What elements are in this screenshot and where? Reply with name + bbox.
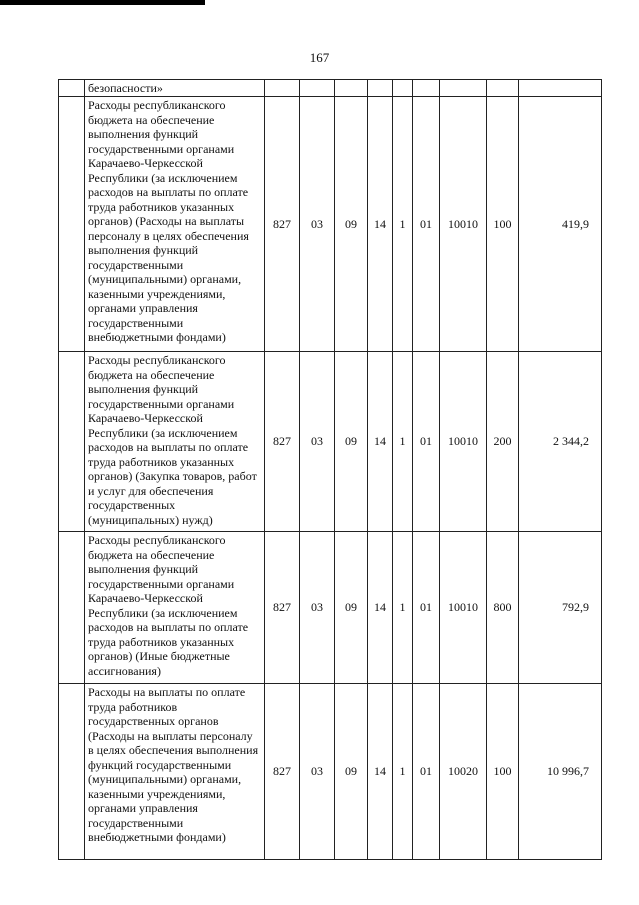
- table-row: [59, 97, 602, 352]
- ministry-code-cell: 827: [265, 352, 300, 532]
- blank-cell: [59, 684, 85, 860]
- program-cell: 14: [368, 684, 393, 860]
- ministry-code-cell: 827: [265, 97, 300, 352]
- direction-cell: [440, 80, 487, 97]
- table-row: [59, 80, 602, 97]
- event-cell: 01: [413, 532, 440, 684]
- budget-table: [58, 79, 602, 860]
- blank-cell: [59, 97, 85, 352]
- ministry-code-cell: 827: [265, 532, 300, 684]
- subprogram-cell: 1: [393, 352, 413, 532]
- expense-type-cell: 100: [487, 97, 519, 352]
- page-number: 167: [309, 50, 330, 65]
- row-description: безопасности»: [85, 80, 265, 97]
- table-row: [59, 352, 602, 532]
- program-cell: 14: [368, 532, 393, 684]
- program-cell: 14: [368, 97, 393, 352]
- program-cell: [368, 80, 393, 97]
- subprogram-cell: 1: [393, 684, 413, 860]
- direction-cell: 10010: [440, 532, 487, 684]
- direction-cell: 10010: [440, 97, 487, 352]
- expense-type-cell: 100: [487, 684, 519, 860]
- section-cell: 03: [300, 97, 335, 352]
- row-description: Расходы на выплаты по оплате труда работников государственных органов (Расходы на выплаты персоналу в целях обеспечения выполнения функций государственными (муниципальными) органами, казенными учреждениями, органами управления государственными внебюджетными фондами): [85, 684, 265, 860]
- row-description: Расходы республиканского бюджета на обеспечение выполнения функций государственными органами Карачаево-Черкесской Республики (за исключением расходов на выплаты по оплате труда работников указанных органов) (Расходы на выплаты персоналу в целях обеспечения выполнения функций государственными (муниципальными) органами, казенными учреждениями, органами управления государственными внебюджетными фондами): [85, 97, 265, 352]
- direction-cell: 10020: [440, 684, 487, 860]
- blank-cell: [59, 532, 85, 684]
- ministry-code-cell: [265, 80, 300, 97]
- ministry-code-cell: 827: [265, 684, 300, 860]
- expense-type-cell: 800: [487, 532, 519, 684]
- expense-type-cell: 200: [487, 352, 519, 532]
- subprogram-cell: 1: [393, 97, 413, 352]
- row-description: Расходы республиканского бюджета на обеспечение выполнения функций государственными органами Карачаево-Черкесской Республики (за исключением расходов на выплаты по оплате труда работников указанных органов) (Закупка товаров, работ и услуг для обеспечения государственных (муниципальных) нужд): [85, 352, 265, 532]
- event-cell: 01: [413, 352, 440, 532]
- table-row: [59, 532, 602, 684]
- subprogram-cell: 1: [393, 532, 413, 684]
- subsection-cell: 09: [335, 352, 368, 532]
- amount-cell: 10 996,7: [519, 684, 602, 860]
- program-cell: 14: [368, 352, 393, 532]
- event-cell: 01: [413, 97, 440, 352]
- subprogram-cell: [393, 80, 413, 97]
- subsection-cell: [335, 80, 368, 97]
- section-cell: 03: [300, 352, 335, 532]
- table-row: [59, 684, 602, 860]
- section-cell: [300, 80, 335, 97]
- direction-cell: 10010: [440, 352, 487, 532]
- section-cell: 03: [300, 532, 335, 684]
- amount-cell: [519, 80, 602, 97]
- expense-type-cell: [487, 80, 519, 97]
- subsection-cell: 09: [335, 684, 368, 860]
- section-cell: 03: [300, 684, 335, 860]
- blank-cell: [59, 80, 85, 97]
- amount-cell: 419,9: [519, 97, 602, 352]
- amount-cell: 2 344,2: [519, 352, 602, 532]
- row-description: Расходы республиканского бюджета на обеспечение выполнения функций государственными органами Карачаево-Черкесской Республики (за исключением расходов на выплаты по оплате труда работников указанных органов) (Иные бюджетные ассигнования): [85, 532, 265, 684]
- subsection-cell: 09: [335, 97, 368, 352]
- blank-cell: [59, 352, 85, 532]
- subsection-cell: 09: [335, 532, 368, 684]
- amount-cell: 792,9: [519, 532, 602, 684]
- event-cell: [413, 80, 440, 97]
- event-cell: 01: [413, 684, 440, 860]
- scan-edge-mark: [0, 0, 205, 5]
